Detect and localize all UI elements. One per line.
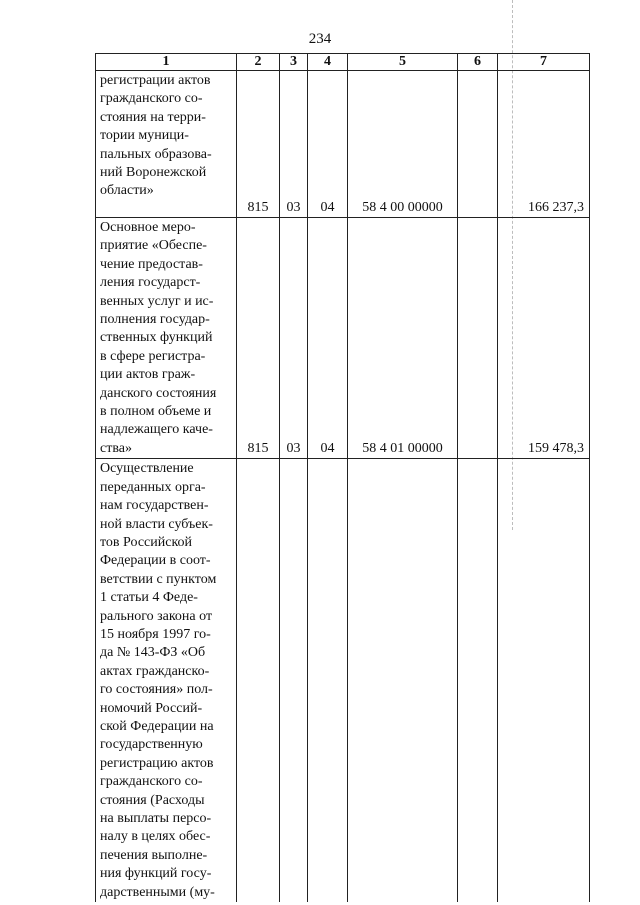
description-line: налу в целях обес- xyxy=(100,829,211,845)
description-line: венных услуг и ис- xyxy=(100,293,214,309)
description-line: печения выполне- xyxy=(100,847,208,863)
description-line: го состояния» пол- xyxy=(100,682,213,698)
description-line: регистрацию актов xyxy=(100,755,214,771)
description-line: да № 143-ФЗ «Об xyxy=(100,645,206,661)
description-line: ветствии с пунктом xyxy=(100,571,217,587)
section-code-cell: 03 xyxy=(280,218,308,459)
description-line: ской Федерации на xyxy=(100,718,214,734)
description-line: тории муници- xyxy=(100,128,189,144)
budget-table xyxy=(95,53,590,902)
table-row xyxy=(96,218,590,459)
description-line: нам государствен- xyxy=(100,498,209,514)
section-code-cell: 03 xyxy=(280,71,308,218)
page-number: 234 xyxy=(308,31,332,47)
description-line: полнения государ- xyxy=(100,312,210,328)
column-header: 4 xyxy=(308,54,348,71)
target-item-cell xyxy=(348,459,458,902)
table-row xyxy=(96,459,590,902)
column-header: 5 xyxy=(348,54,458,71)
description-line: Федерации в соот- xyxy=(100,553,211,569)
description-line: ния функций госу- xyxy=(100,866,212,882)
description-cell xyxy=(96,71,237,218)
description-line: рального закона от xyxy=(100,608,213,624)
column-header: 7 xyxy=(498,54,590,71)
description-line: государственную xyxy=(100,737,203,753)
description-line: области» xyxy=(100,183,154,199)
description-line: переданных орга- xyxy=(100,479,206,495)
subsection-code-cell: 04 xyxy=(308,218,348,459)
table-row xyxy=(96,71,590,218)
description-line: ления государст- xyxy=(100,275,201,291)
expense-type-cell xyxy=(458,459,498,902)
description-line: регистрации актов xyxy=(100,73,211,88)
description-line: стояния на терри- xyxy=(100,109,206,125)
description-line: гражданского со- xyxy=(100,774,203,790)
description-line: ции актов граж- xyxy=(100,367,196,383)
description-line: номочий Россий- xyxy=(100,700,203,716)
column-header: 3 xyxy=(280,54,308,71)
expense-type-cell xyxy=(458,218,498,459)
description-line: в сфере регистра- xyxy=(100,348,206,364)
description-line: данского состояния xyxy=(100,385,217,401)
description-line: Осуществление xyxy=(100,461,194,477)
amount-cell xyxy=(498,459,590,902)
section-code-cell xyxy=(280,459,308,902)
description-line: тов Российской xyxy=(100,534,193,550)
expense-type-cell xyxy=(458,71,498,218)
target-item-cell: 58 4 00 00000 xyxy=(348,71,458,218)
description-line: чение предостав- xyxy=(100,256,203,272)
description-line: надлежащего каче- xyxy=(100,422,213,438)
description-line: ственных функций xyxy=(100,330,213,346)
column-header: 2 xyxy=(237,54,280,71)
description-line: 1 статьи 4 Феде- xyxy=(100,590,198,606)
description-line: 15 ноября 1997 го- xyxy=(100,626,211,642)
admin-code-cell xyxy=(237,459,280,902)
subsection-code-cell: 04 xyxy=(308,71,348,218)
description-line: дарственными (му- xyxy=(100,884,215,900)
description-line: ной власти субъек- xyxy=(100,516,213,532)
amount-cell: 166 237,3 xyxy=(498,71,590,218)
description-line: ний Воронежской xyxy=(100,165,207,181)
table-header-row xyxy=(96,54,590,71)
description-cell xyxy=(96,218,237,459)
description-line: актах гражданско- xyxy=(100,663,210,679)
target-item-cell: 58 4 01 00000 xyxy=(348,218,458,459)
description-line: в полном объеме и xyxy=(100,404,212,420)
description-line: ства» xyxy=(100,440,132,456)
description-line: гражданского со- xyxy=(100,91,203,107)
description-line: пальных образова- xyxy=(100,146,212,162)
description-line: приятие «Обеспе- xyxy=(100,238,207,254)
admin-code-cell: 815 xyxy=(237,71,280,218)
description-line: Основное меро- xyxy=(100,220,196,235)
description-line: стояния (Расходы xyxy=(100,792,205,808)
column-header: 1 xyxy=(96,54,237,71)
subsection-code-cell xyxy=(308,459,348,902)
amount-cell: 159 478,3 xyxy=(498,218,590,459)
column-header: 6 xyxy=(458,54,498,71)
admin-code-cell: 815 xyxy=(237,218,280,459)
description-line: на выплаты персо- xyxy=(100,811,212,826)
description-cell xyxy=(96,459,237,902)
